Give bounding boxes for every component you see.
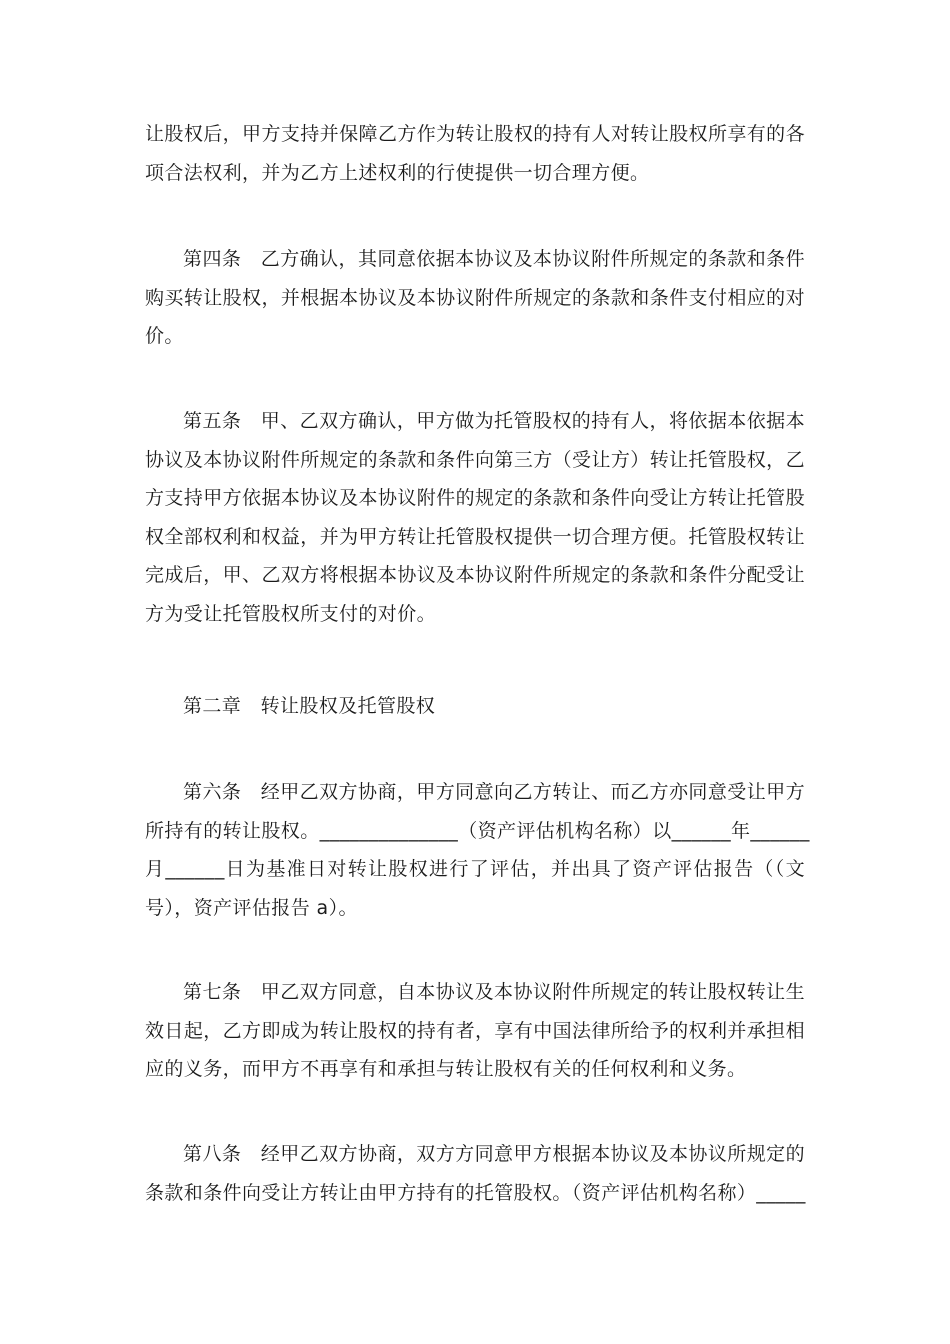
text-line: 方为受让托管股权所支付的对价。 xyxy=(145,602,437,625)
text-line: 项合法权利，并为乙方上述权利的行使提供一切合理方便。 xyxy=(145,161,650,184)
text-line: 应的义务，而甲方不再享有和承担与转让股权有关的任何权利和义务。 xyxy=(145,1058,747,1080)
paragraph-article-8 xyxy=(145,1135,805,1212)
text-line: 第四条 乙方确认，其同意依据本协议及本协议附件所规定的条款和条件 xyxy=(183,248,805,270)
text-line: 第七条 甲乙双方同意，自本协议及本协议附件所规定的转让股权转让生 xyxy=(183,981,805,1003)
text-line: 所持有的转让股权。______________（资产评估机构名称）以______年______ xyxy=(145,819,810,842)
text-line: 月______日为基准日对转让股权进行了评估，并出具了资产评估报告（（文 xyxy=(145,858,805,880)
text-line: 效日起，乙方即成为转让股权的持有者，享有中国法律所给予的权利并承担相 xyxy=(145,1019,805,1042)
text-line: 完成后，甲、乙双方将根据本协议及本协议附件所规定的条款和条件分配受让 xyxy=(145,564,805,586)
paragraph-article-4 xyxy=(145,240,805,356)
text-line: 条款和条件向受让方转让由甲方持有的托管股权。（资产评估机构名称）_____ xyxy=(145,1181,806,1204)
text-line: 方支持甲方依据本协议及本协议附件的规定的条款和条件向受让方转让托管股 xyxy=(145,487,805,509)
text-line: 号），资产评估报告 a）。 xyxy=(145,896,358,919)
text-line: 让股权后，甲方支持并保障乙方作为转让股权的持有人对转让股权所享有的各 xyxy=(145,123,805,145)
text-line: 第二章 转让股权及托管股权 xyxy=(183,695,436,717)
text-line: 购买转让股权，并根据本协议及本协议附件所规定的条款和条件支付相应的对 xyxy=(145,286,805,309)
chapter-heading xyxy=(145,687,805,726)
text-line: 第八条 经甲乙双方协商，双方方同意甲方根据本协议及本协议所规定的 xyxy=(183,1143,805,1165)
text-line: 价。 xyxy=(145,325,184,347)
paragraph-article-6 xyxy=(145,773,810,927)
paragraph-article-7 xyxy=(145,973,805,1089)
text-line: 协议及本协议附件所规定的条款和条件向第三方（受让方）转让托管股权，乙 xyxy=(145,448,805,471)
paragraph-continuation xyxy=(145,115,805,192)
paragraph-article-5 xyxy=(145,402,805,633)
text-line: 第六条 经甲乙双方协商，甲方同意向乙方转让、而乙方亦同意受让甲方 xyxy=(183,781,805,803)
text-line: 权全部权利和权益，并为甲方转让托管股权提供一切合理方便。托管股权转让 xyxy=(145,525,805,548)
text-line: 第五条 甲、乙双方确认，甲方做为托管股权的持有人，将依据本依据本 xyxy=(183,410,805,432)
